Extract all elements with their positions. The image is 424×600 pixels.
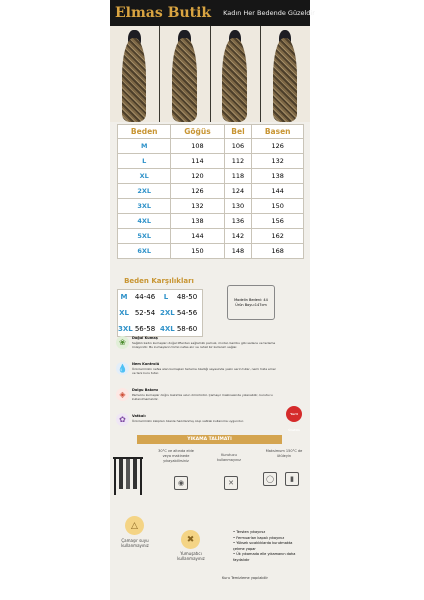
info-text: Pamuklu kumaşlar doğru bakımla uzun ömürlüdür. Çamaşır makinesinde yıkanabilir, kurutucu kullanılmamalıdır. (132, 392, 273, 401)
product-photo (261, 26, 310, 122)
info-title: Vatkalı (132, 414, 146, 418)
product-photo (110, 26, 159, 122)
no-softener-label: Yumuşatıcı kullanmayınız (177, 551, 205, 561)
table-row (118, 169, 304, 184)
size-cell: 6XL (118, 244, 171, 259)
header-cell: Göğüs (171, 125, 224, 139)
value-cell: 118 (224, 169, 252, 184)
size-code: L (163, 293, 169, 301)
value-cell: 138 (171, 214, 224, 229)
info-item (117, 336, 277, 350)
table-row (118, 139, 304, 154)
clothes-rack-icon (113, 455, 143, 497)
table-row (118, 214, 304, 229)
table-row (118, 154, 304, 169)
size-cell: M (118, 139, 171, 154)
info-text: Ürünlerimizin nefes alan kumaşları terleme özelliği sayesinde yazın serin tutar, nemi hızla emer ve teni kuru tutar. (132, 366, 276, 375)
note-item: • Ük yıkamada elle yıkamanın daha faydalıdır (233, 552, 296, 562)
size-cell: 3XL (118, 199, 171, 214)
note-item: • Yüksek sıcaklıklarda kurutmakta çekme yapar (233, 541, 293, 551)
washing-notes (233, 530, 303, 563)
size-cell: 2XL (118, 184, 171, 199)
no-tumble-dry-icon: ✕ (224, 476, 238, 490)
slogan: Kadın Her Bedende Güzeldir (223, 9, 315, 17)
water-drop-icon: 💧 (117, 364, 128, 373)
size-code: 2XL (160, 309, 175, 317)
header-cell: Basen (252, 125, 304, 139)
local-production-badge: Yerli Üretim (286, 406, 302, 422)
info-title: Dolgu Bakımı (132, 388, 159, 392)
size-cell: 5XL (118, 229, 171, 244)
value-cell: 132 (171, 199, 224, 214)
info-text: Sağlıklı kadın kumaşları doğal liflerden sağlamlık pamuk, modal, bambu gibi sadece ve terleme önleyicidir. Bu kumaşların tümü nefes alır ve rahat bir kullanım sağlar. (132, 340, 276, 349)
value-cell: 136 (224, 214, 252, 229)
size-code: M (120, 293, 128, 301)
info-item (117, 414, 277, 423)
table-row (118, 229, 304, 244)
washing-banner: YIKAMA TALİMATI (137, 435, 282, 444)
feather-icon: ✿ (116, 413, 129, 426)
dry-clean-icon: ◯ (263, 472, 277, 486)
info-item (117, 388, 277, 402)
value-cell: 150 (252, 199, 304, 214)
dry-clean-note: Kuru Temizleme yapılabilir (222, 576, 268, 580)
iron-label: Maksimum 150°C de ütüleyin (265, 449, 303, 458)
size-range: 56-58 (134, 325, 156, 333)
note-item: • Fermuarları kapalı yıkayınız (233, 535, 285, 540)
size-cell: L (118, 154, 171, 169)
table-header-row (118, 125, 304, 139)
note-item: • Tersten yıkayınız (233, 530, 266, 534)
no-bleach-label: Çamaşır suyu kullanmayınız (121, 538, 149, 548)
header-banner (110, 0, 315, 26)
value-cell: 120 (171, 169, 224, 184)
no-softener-icon: ✖ (181, 530, 200, 549)
value-cell: 132 (252, 154, 304, 169)
wash-temp-label: 30°C ve altında elde veya makinede yıkayabilirsiniz (158, 449, 194, 463)
value-cell: 114 (171, 154, 224, 169)
value-cell: 124 (224, 184, 252, 199)
washtub-icon: ◉ (174, 476, 188, 490)
size-cell: XL (118, 169, 171, 184)
header-cell: Bel (224, 125, 252, 139)
value-cell: 144 (252, 184, 304, 199)
iron-icon: ▮ (285, 472, 299, 486)
value-cell: 108 (171, 139, 224, 154)
value-cell: 112 (224, 154, 252, 169)
value-cell: 156 (252, 214, 304, 229)
size-table (117, 124, 304, 259)
size-cell: 4XL (118, 214, 171, 229)
model-info-box (227, 285, 275, 320)
table-row (118, 184, 304, 199)
table-row (118, 244, 304, 259)
info-text: Ürünlerimizin kalıpları özenle hazırlanmış olup vatkalı kullanıma uygundur. (132, 418, 244, 423)
leaf-icon: ❀ (116, 336, 129, 349)
table-row (118, 199, 304, 214)
value-cell: 142 (224, 229, 252, 244)
value-cell: 162 (252, 229, 304, 244)
product-photo (211, 26, 260, 122)
no-bleach-icon: △ (125, 516, 144, 535)
size-code: 3XL (118, 325, 133, 333)
no-dryer-label: Kurutucu kullanmayınız (216, 453, 242, 462)
value-cell: 144 (171, 229, 224, 244)
info-item (117, 362, 277, 376)
value-cell: 126 (171, 184, 224, 199)
shield-icon: ◈ (116, 388, 129, 401)
value-cell: 130 (224, 199, 252, 214)
correspondence-title: Beden Karşılıkları (124, 277, 194, 285)
size-code: XL (119, 309, 129, 317)
product-photos (110, 26, 310, 122)
model-size: Modelin Bedeni: 44 (234, 298, 268, 302)
size-range: 58-60 (176, 325, 198, 333)
size-range: 52-54 (134, 309, 156, 317)
value-cell: 126 (252, 139, 304, 154)
value-cell: 168 (252, 244, 304, 259)
value-cell: 106 (224, 139, 252, 154)
size-range: 54-56 (176, 309, 198, 317)
size-range: 44-46 (134, 293, 156, 301)
size-code: 4XL (160, 325, 175, 333)
value-cell: 150 (171, 244, 224, 259)
size-range: 48-50 (176, 293, 198, 301)
product-length: Ürün Boyu:147cm (235, 303, 267, 307)
brand-logo: Elmas Butik (115, 5, 212, 21)
value-cell: 138 (252, 169, 304, 184)
correspondence-grid (117, 289, 203, 337)
info-title: Nem Kontrolü (132, 362, 160, 366)
info-title: Doğal Kumaş (132, 336, 158, 340)
header-cell: Beden (118, 125, 171, 139)
value-cell: 148 (224, 244, 252, 259)
product-photo (160, 26, 209, 122)
